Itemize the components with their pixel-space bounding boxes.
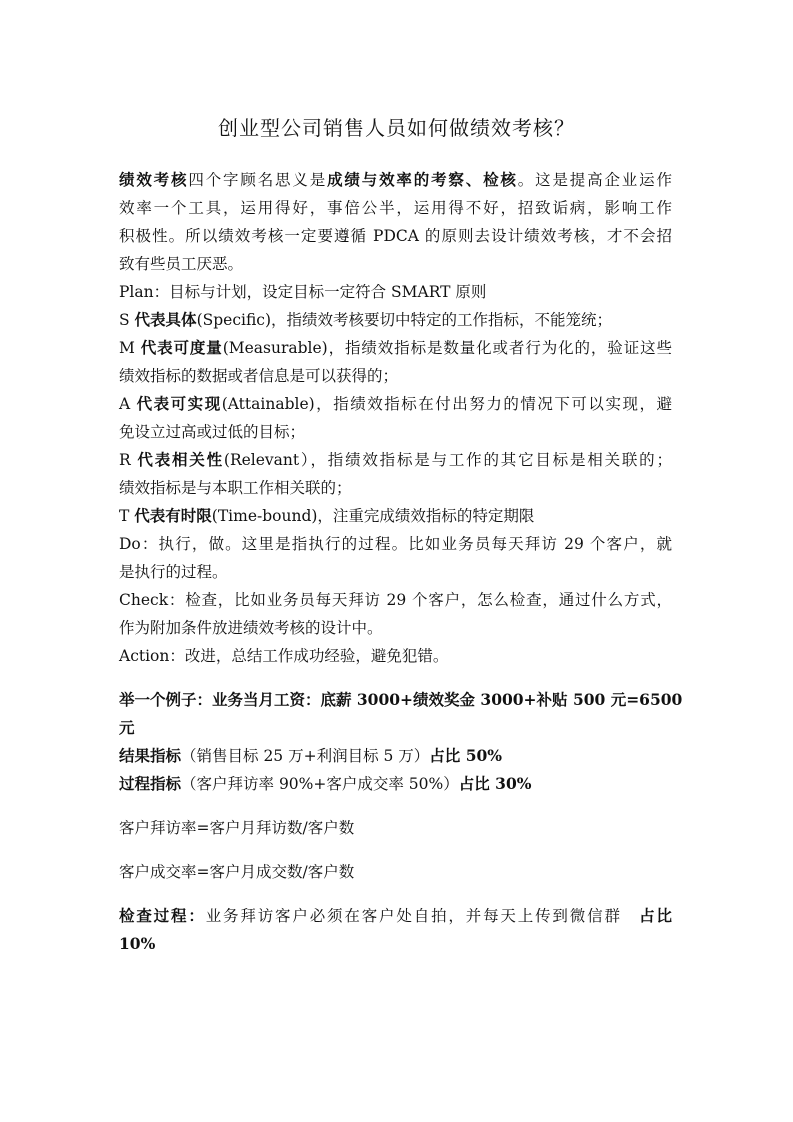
text-run: 绩效指标是与本职工作相关联的； [119, 479, 352, 497]
bold-text: 代表相关性 [137, 450, 224, 469]
text-line [119, 362, 672, 390]
text-line [119, 502, 672, 530]
document-body [119, 166, 683, 958]
text-run: 是执行的过程。 [119, 563, 228, 581]
text-line [119, 418, 672, 446]
text-line [119, 390, 672, 418]
text-run: 免设立过高或过低的目标； [119, 423, 306, 441]
text-run: S [119, 311, 135, 329]
text-run: 客户成交率=客户月成交数/客户数 [119, 863, 355, 881]
text-line [119, 194, 672, 222]
text-run: 积极性。所以绩效考核一定要遵循 PDCA 的原则去设计绩效考核，才不会招 [119, 227, 672, 245]
text-line [119, 614, 672, 642]
text-run: 客户拜访率=客户月拜访数/客户数 [119, 819, 355, 837]
text-line [119, 742, 672, 770]
bold-text: 10% [119, 934, 156, 953]
text-run: （客户拜访率 90%+客户成交率 50%） [181, 775, 459, 793]
text-line [119, 474, 672, 502]
bold-text: 绩效考核 [119, 170, 189, 189]
text-line [119, 902, 672, 930]
bold-text: 代表具体 [134, 310, 197, 329]
text-run: 效率一个工具，运用得好，事倍公半，运用得不好，招致诟病，影响工作 [119, 199, 672, 217]
text-line [119, 278, 672, 306]
text-run: Action：改进，总结工作成功经验，避免犯错。 [119, 647, 449, 665]
text-line [119, 306, 672, 334]
text-line [119, 642, 672, 670]
text-line [119, 250, 672, 278]
text-run: 业务拜访客户必须在客户处自拍，并每天上传到微信群 [205, 907, 622, 925]
text-run: (Attainable)，指绩效指标在付出努力的情况下可以实现，避 [221, 395, 672, 413]
text-run: （销售目标 25 万+利润目标 5 万） [181, 747, 430, 765]
bold-text: 元 [119, 718, 135, 737]
bold-text: 代表有时限 [134, 506, 212, 525]
bold-text: 代表可实现 [136, 394, 222, 413]
text-line [119, 814, 672, 842]
text-run: Check：检查，比如业务员每天拜访 29 个客户，怎么检查，通过什么方式， [119, 591, 672, 609]
text-line [119, 770, 672, 798]
text-run: T [119, 507, 135, 525]
text-line [119, 686, 683, 714]
text-line [119, 446, 672, 474]
text-run: (Measurable)，指绩效指标是数量化或者行为化的，验证这些 [222, 339, 672, 357]
text-run: R [119, 451, 138, 469]
text-line [119, 334, 672, 362]
text-line [119, 530, 672, 558]
bold-text: 代表可度量 [140, 338, 223, 357]
text-line [119, 714, 672, 742]
text-run: Plan：目标与计划，设定目标一定符合 SMART 原则 [119, 283, 487, 301]
text-run: 作为附加条件放进绩效考核的设计中。 [119, 619, 383, 637]
bold-text: 举一个例子：业务当月工资：底薪 3000+绩效奖金 3000+补贴 500 元=6500 [119, 690, 683, 709]
text-run: (Time-bound)，注重完成绩效指标的特定期限 [211, 507, 535, 525]
text-line [119, 586, 672, 614]
text-run: 四个字顾名思义是 [188, 171, 328, 189]
text-line [119, 558, 672, 586]
text-run: (Relevant），指绩效指标是与工作的其它目标是相关联的； [223, 451, 672, 469]
bold-text: 结果指标 [119, 746, 182, 765]
document-title: 创业型公司销售人员如何做绩效考核？ [218, 116, 575, 140]
text-run: 。这是提高企业运作 [517, 171, 672, 189]
text-line [119, 166, 672, 194]
bold-text: 过程指标 [119, 774, 182, 793]
bold-text: 占比 30% [458, 774, 532, 793]
bold-text: 占比 [621, 906, 672, 925]
text-line [119, 858, 672, 886]
text-line [119, 930, 672, 958]
text-run: Do：执行，做。这里是指执行的过程。比如业务员每天拜访 29 个客户，就 [119, 535, 672, 553]
bold-text: 占比 50% [429, 746, 502, 765]
text-run: 致有些员工厌恶。 [119, 255, 244, 273]
text-run: A [119, 395, 137, 413]
text-line [119, 222, 672, 250]
text-run: M [119, 339, 141, 357]
text-run: 绩效指标的数据或者信息是可以获得的； [119, 367, 399, 385]
text-run: (Specific)，指绩效考核要切中特定的工作指标，不能笼统； [196, 311, 613, 329]
bold-text: 检查过程： [119, 906, 206, 925]
bold-text: 成绩与效率的考察、检核 [327, 170, 518, 189]
